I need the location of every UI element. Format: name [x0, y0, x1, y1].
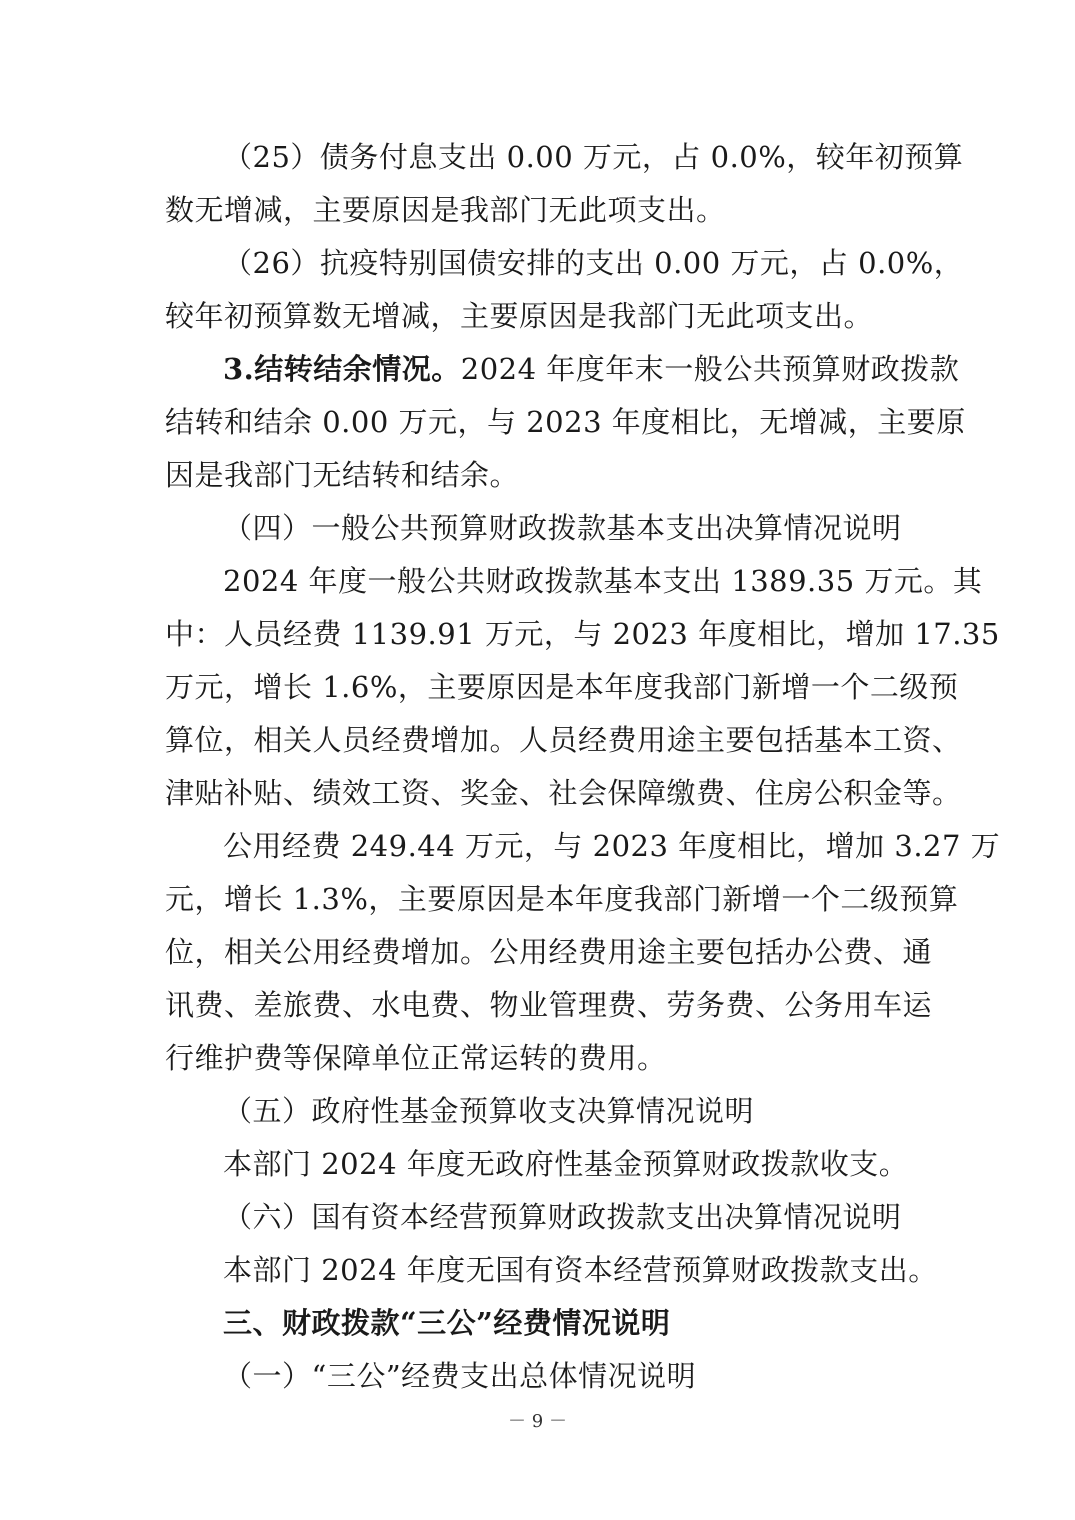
section-5-heading: （五）政府性基金预算收支决算情况说明 [223, 1094, 755, 1128]
public-expenses-line-2: 元，增长 1.3%，主要原因是本年度我部门新增一个二级预算 [165, 882, 959, 916]
carryover-line-1 [165, 343, 960, 396]
paragraph-26-line-2: 较年初预算数无增减，主要原因是我部门无此项支出。 [165, 299, 874, 333]
carryover-line-2: 结转和结余 0.00 万元，与 2023 年度相比，无增减，主要原 [165, 405, 966, 439]
section-4-heading: （四）一般公共预算财政拨款基本支出决算情况说明 [223, 511, 902, 545]
carryover-line-1-text: 2024 年度年末一般公共预算财政拨款 [460, 352, 960, 386]
paragraph-26-line-1: （26）抗疫特别国债安排的支出 0.00 万元，占 0.0%， [223, 246, 964, 280]
basic-spending-line-1: 2024 年度一般公共财政拨款基本支出 1389.35 万元。其 [223, 564, 983, 598]
basic-spending-line-5: 津贴补贴、绩效工资、奖金、社会保障缴费、住房公积金等。 [165, 776, 962, 810]
public-expenses-line-5: 行维护费等保障单位正常运转的费用。 [165, 1041, 667, 1075]
paragraph-25-line-2: 数无增减，主要原因是我部门无此项支出。 [165, 193, 726, 227]
public-expenses-line-3: 位，相关公用经费增加。公用经费用途主要包括办公费、通 [165, 935, 933, 969]
carryover-bold-lead: 3.结转结余情况。 [223, 352, 461, 386]
carryover-line-3: 因是我部门无结转和结余。 [165, 458, 520, 492]
basic-spending-line-4: 算位，相关人员经费增加。人员经费用途主要包括基本工资、 [165, 723, 962, 757]
part-3-subsection-1-heading: （一）“三公”经费支出总体情况说明 [223, 1359, 697, 1393]
section-6-heading: （六）国有资本经营预算财政拨款支出决算情况说明 [223, 1200, 902, 1234]
page-number: － 9 － [508, 1411, 567, 1432]
public-expenses-line-1: 公用经费 249.44 万元，与 2023 年度相比，增加 3.27 万 [223, 829, 1001, 863]
basic-spending-line-3: 万元，增长 1.6%，主要原因是本年度我部门新增一个二级预 [165, 670, 959, 704]
paragraph-25-line-1: （25）债务付息支出 0.00 万元，占 0.0%，较年初预算 [223, 140, 964, 174]
section-6-text: 本部门 2024 年度无国有资本经营预算财政拨款支出。 [223, 1253, 938, 1287]
section-5-text: 本部门 2024 年度无政府性基金预算财政拨款收支。 [223, 1147, 909, 1181]
basic-spending-line-2: 中：人员经费 1139.91 万元，与 2023 年度相比，增加 17.35 [165, 617, 1000, 651]
public-expenses-line-4: 讯费、差旅费、水电费、物业管理费、劳务费、公务用车运 [165, 988, 933, 1022]
document-page [165, 131, 1001, 1403]
part-3-heading: 三、财政拨款“三公”经费情况说明 [223, 1306, 671, 1340]
